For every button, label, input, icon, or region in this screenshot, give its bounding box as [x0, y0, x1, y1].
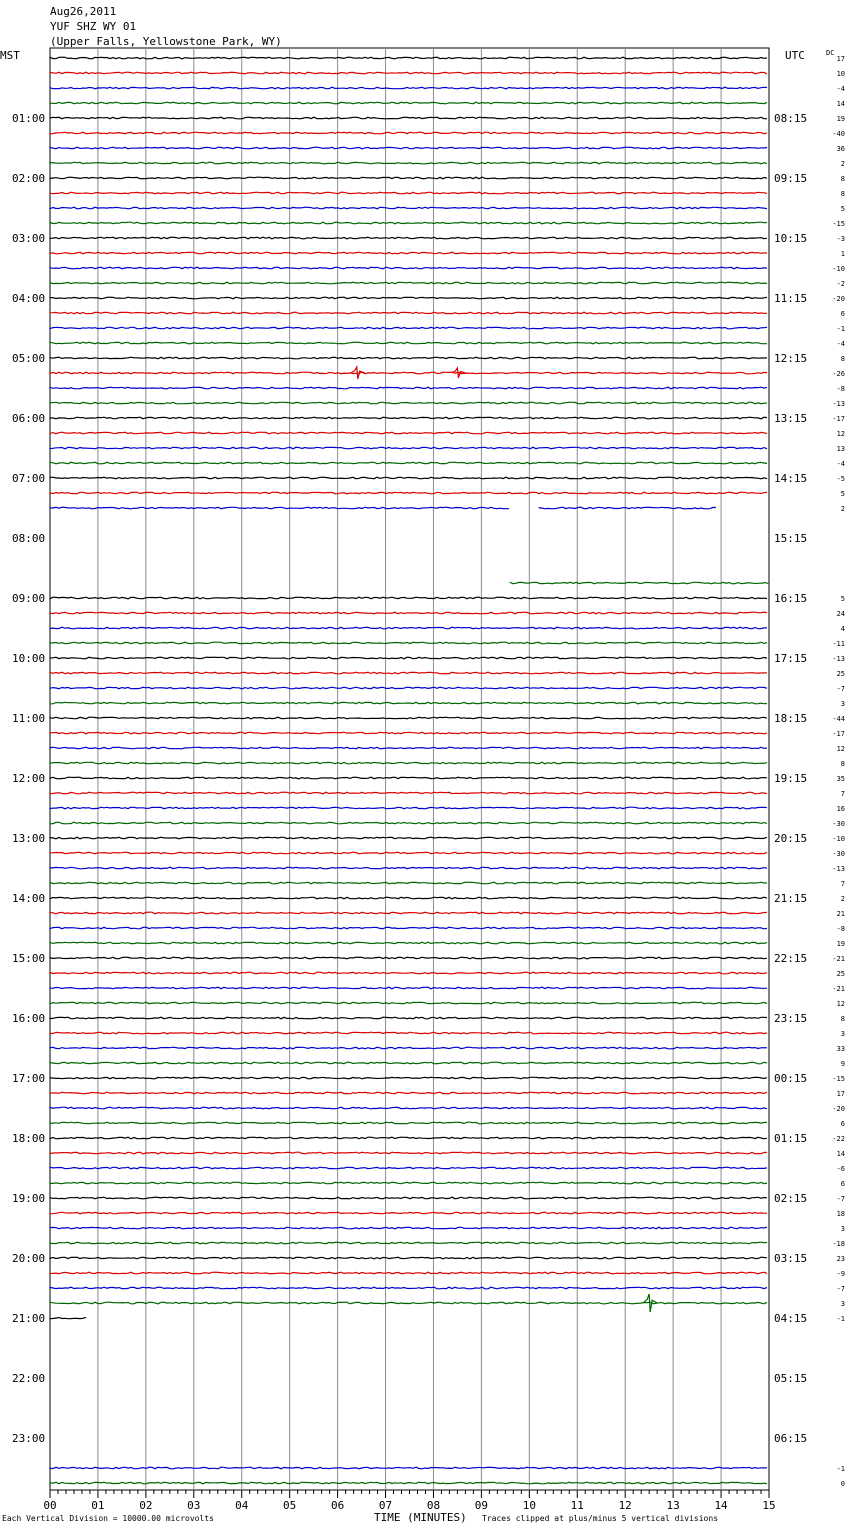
trace-line [50, 687, 767, 689]
trace-line [50, 597, 767, 599]
trace-line [50, 147, 767, 149]
hour-label-mst: 13:00 [12, 832, 46, 845]
dc-offset-value: 8 [840, 355, 845, 363]
trace-line [50, 432, 767, 434]
trace-line [50, 807, 767, 809]
dc-offset-value: -17 [832, 415, 845, 423]
trace-line [50, 132, 767, 134]
x-tick-label: 13 [666, 1499, 680, 1512]
trace-line [50, 702, 767, 704]
dc-offset-value: 25 [836, 970, 845, 978]
hour-label-utc: 03:15 [774, 1252, 808, 1265]
hour-label-utc: 16:15 [774, 592, 808, 605]
dc-offset-value: -30 [832, 850, 845, 858]
trace-line [50, 237, 767, 239]
hour-label-mst: 06:00 [12, 412, 46, 425]
dc-offset-value: -30 [832, 820, 845, 828]
dc-offset-value: 6 [840, 1180, 845, 1188]
dc-offset-value: 4 [840, 625, 845, 633]
dc-offset-value: -4 [836, 85, 845, 93]
dc-offset-value: 23 [836, 1255, 845, 1263]
dc-offset-value: 6 [840, 310, 845, 318]
dc-offset-value: -13 [832, 865, 845, 873]
trace-line [50, 957, 767, 959]
x-tick-label: 12 [618, 1499, 632, 1512]
trace-line [50, 387, 767, 389]
trace-line [50, 57, 767, 59]
trace-line [50, 1197, 767, 1199]
x-tick-label: 04 [235, 1499, 249, 1512]
date-label: Aug26,2011 [50, 5, 117, 18]
trace-line [50, 747, 767, 749]
trace-line [50, 1017, 767, 1019]
trace-line [50, 1047, 767, 1049]
hour-label-mst: 22:00 [12, 1372, 46, 1385]
hour-label-mst: 07:00 [12, 472, 46, 485]
trace-line [50, 477, 767, 479]
hour-label-utc: 12:15 [774, 352, 808, 365]
trace-line-partial [50, 1317, 86, 1318]
dc-offset-value: -20 [832, 1105, 845, 1113]
x-tick-label: 08 [426, 1499, 441, 1512]
trace-line [50, 732, 767, 734]
dc-offset-value: -15 [832, 1075, 845, 1083]
trace-line [50, 867, 767, 869]
hour-label-mst: 23:00 [12, 1432, 46, 1445]
dc-offset-value: -7 [836, 1195, 845, 1203]
dc-offset-value: 35 [836, 775, 845, 783]
dc-offset-value: -1 [836, 325, 845, 333]
dc-offset-value: 2 [840, 895, 845, 903]
dc-offset-value: 14 [836, 1150, 845, 1158]
trace-line [50, 1122, 767, 1124]
hour-label-utc: 15:15 [774, 532, 808, 545]
trace-line [50, 987, 767, 989]
trace-line [50, 1227, 767, 1229]
dc-offset-value: -7 [836, 1285, 845, 1293]
dc-offset-value: -13 [832, 400, 845, 408]
hour-label-utc: 17:15 [774, 652, 808, 665]
hour-label-utc: 20:15 [774, 832, 808, 845]
dc-offset-value: -17 [832, 730, 845, 738]
dc-offset-value: 21 [836, 910, 845, 918]
dc-offset-value: -21 [832, 985, 845, 993]
trace-line [50, 207, 767, 209]
dc-offset-value: 3 [840, 1300, 845, 1308]
trace-line [50, 1257, 767, 1259]
dc-offset-value: 8 [840, 190, 845, 198]
trace-line-partial [539, 507, 716, 509]
trace-line [50, 612, 767, 614]
dc-offset-value: 5 [840, 490, 845, 498]
dc-offset-value: 3 [840, 1030, 845, 1038]
trace-line [50, 1152, 767, 1154]
trace-line [50, 897, 767, 899]
dc-offset-value: 3 [840, 700, 845, 708]
trace-line [50, 357, 767, 359]
dc-offset-value: 8 [840, 1015, 845, 1023]
dc-offset-value: 5 [840, 205, 845, 213]
dc-offset-value: -4 [836, 460, 845, 468]
trace-line [50, 267, 767, 269]
hour-label-utc: 01:15 [774, 1132, 808, 1145]
trace-line [50, 372, 767, 374]
dc-offset-value: 33 [836, 1045, 845, 1053]
x-tick-label: 02 [139, 1499, 153, 1512]
x-tick-label: 09 [474, 1499, 489, 1512]
x-tick-label: 03 [187, 1499, 201, 1512]
dc-offset-value: -13 [832, 655, 845, 663]
trace-line [50, 402, 767, 404]
trace-line-partial [50, 1467, 767, 1469]
trace-line [50, 837, 767, 839]
hour-label-mst: 05:00 [12, 352, 46, 365]
hour-label-mst: 02:00 [12, 172, 46, 185]
dc-offset-value: 12 [836, 1000, 845, 1008]
trace-line [50, 1182, 767, 1184]
dc-offset-value: -40 [832, 130, 845, 138]
hour-label-utc: 10:15 [774, 232, 808, 245]
hour-label-utc: 13:15 [774, 412, 808, 425]
dc-offset-value: 12 [836, 745, 845, 753]
trace-line [50, 1302, 767, 1304]
hour-label-utc: 18:15 [774, 712, 808, 725]
dc-offset-value: 25 [836, 670, 845, 678]
trace-line [50, 882, 767, 884]
hour-label-mst: 10:00 [12, 652, 46, 665]
hour-label-utc: 08:15 [774, 112, 808, 125]
dc-offset-value: 10 [836, 70, 845, 78]
trace-line [50, 852, 767, 854]
trace-line [50, 282, 767, 284]
hour-label-mst: 09:00 [12, 592, 46, 605]
trace-line [50, 1242, 767, 1244]
hour-label-utc: 00:15 [774, 1072, 808, 1085]
dc-offset-value: 19 [836, 115, 845, 123]
trace-line [50, 942, 767, 944]
trace-line [50, 627, 767, 629]
hour-label-utc: 19:15 [774, 772, 808, 785]
trace-line-partial [510, 582, 768, 584]
trace-line [50, 87, 767, 89]
trace-line [50, 777, 767, 779]
plot-frame [50, 48, 769, 1490]
trace-line [50, 672, 767, 674]
hour-label-utc: 06:15 [774, 1432, 808, 1445]
trace-line [50, 162, 767, 164]
trace-line [50, 72, 767, 74]
dc-offset-value: -1 [836, 1465, 845, 1473]
hour-label-utc: 02:15 [774, 1192, 808, 1205]
station-label: YUF SHZ WY 01 [50, 20, 137, 33]
dc-offset-value: -26 [832, 370, 845, 378]
x-tick-label: 14 [714, 1499, 728, 1512]
trace-line [50, 657, 767, 659]
dc-offset-value: -10 [832, 835, 845, 843]
trace-line [50, 297, 767, 299]
trace-line-partial [50, 507, 509, 509]
dc-offset-value: 14 [836, 100, 845, 108]
dc-offset-value: -4 [836, 340, 845, 348]
trace-line [50, 1272, 767, 1274]
trace-line [50, 492, 767, 494]
hour-label-mst: 14:00 [12, 892, 46, 905]
x-tick-label: 11 [570, 1499, 584, 1512]
trace-line [50, 1092, 767, 1094]
dc-offset-value: 19 [836, 940, 845, 948]
dc-offset-value: -15 [832, 220, 845, 228]
dc-offset-value: 16 [836, 805, 845, 813]
hour-label-mst: 01:00 [12, 112, 46, 125]
hour-label-mst: 16:00 [12, 1012, 46, 1025]
trace-line [50, 927, 767, 929]
trace-line-partial [50, 1482, 767, 1484]
trace-line [50, 1137, 767, 1139]
dc-offset-value: 18 [836, 1210, 845, 1218]
hour-label-mst: 17:00 [12, 1072, 46, 1085]
trace-line [50, 1287, 767, 1289]
dc-offset-value: -22 [832, 1135, 845, 1143]
x-tick-label: 07 [378, 1499, 393, 1512]
trace-line [50, 1062, 767, 1064]
hour-label-utc: 21:15 [774, 892, 808, 905]
trace-line [50, 177, 767, 179]
trace-line [50, 822, 767, 824]
dc-offset-value: -8 [836, 925, 845, 933]
dc-offset-value: 9 [840, 1060, 845, 1068]
trace-line [50, 1002, 767, 1004]
trace-line [50, 1167, 767, 1169]
hour-label-mst: 20:00 [12, 1252, 46, 1265]
hour-label-utc: 05:15 [774, 1372, 808, 1385]
hour-label-mst: 19:00 [12, 1192, 46, 1205]
hour-label-utc: 11:15 [774, 292, 808, 305]
dc-offset-value: -20 [832, 295, 845, 303]
x-tick-label: 01 [91, 1499, 105, 1512]
dc-offset-value: 2 [840, 160, 845, 168]
hour-label-mst: 03:00 [12, 232, 46, 245]
dc-offset-value: 36 [836, 145, 845, 153]
dc-offset-value: -10 [832, 265, 845, 273]
dc-offset-value: -1 [836, 1315, 845, 1323]
dc-offset-value: 17 [836, 1090, 845, 1098]
trace-line [50, 1032, 767, 1034]
dc-offset-value: -44 [832, 715, 845, 723]
dc-label: DC [826, 49, 835, 57]
trace-line [50, 117, 767, 119]
dc-offset-value: -2 [836, 280, 845, 288]
hour-label-mst: 04:00 [12, 292, 46, 305]
clipping-note: Traces clipped at plus/minus 5 vertical divisions [482, 1514, 719, 1523]
trace-line [50, 462, 767, 464]
trace-line [50, 1212, 767, 1214]
dc-offset-value: -8 [836, 385, 845, 393]
x-tick-label: 10 [522, 1499, 536, 1512]
x-tick-label: 15 [762, 1499, 776, 1512]
location-label: (Upper Falls, Yellowstone Park, WY) [50, 35, 282, 48]
dc-offset-value: -6 [836, 1165, 845, 1173]
dc-offset-value: 8 [840, 760, 845, 768]
dc-offset-value: 5 [840, 595, 845, 603]
trace-line [50, 102, 767, 104]
hour-label-utc: 09:15 [774, 172, 808, 185]
dc-offset-value: 12 [836, 430, 845, 438]
trace-line [50, 792, 767, 794]
dc-offset-value: 3 [840, 1225, 845, 1233]
trace-line [50, 252, 767, 254]
hour-label-mst: 21:00 [12, 1312, 46, 1325]
dc-offset-value: -5 [836, 475, 845, 483]
trace-line [50, 642, 767, 644]
trace-line [50, 192, 767, 194]
hour-label-mst: 12:00 [12, 772, 46, 785]
hour-label-utc: 22:15 [774, 952, 808, 965]
trace-line [50, 1077, 767, 1079]
trace-line [50, 342, 767, 344]
hour-label-utc: 04:15 [774, 1312, 808, 1325]
dc-offset-value: -7 [836, 685, 845, 693]
x-axis-title: TIME (MINUTES) [374, 1511, 467, 1524]
trace-line [50, 762, 767, 764]
dc-offset-value: 17 [836, 55, 845, 63]
trace-line [50, 972, 767, 974]
dc-offset-value: 1 [840, 250, 845, 258]
trace-line [50, 912, 767, 914]
dc-offset-value: 24 [836, 610, 845, 618]
dc-offset-value: -21 [832, 955, 845, 963]
hour-label-mst: 11:00 [12, 712, 46, 725]
trace-line [50, 222, 767, 224]
utc-label: UTC [785, 49, 805, 62]
trace-line [50, 312, 767, 314]
dc-offset-value: 13 [836, 445, 845, 453]
hour-label-mst: 08:00 [12, 532, 46, 545]
vertical-division-note: Each Vertical Division = 10000.00 microvolts [2, 1514, 214, 1523]
dc-offset-value: 2 [840, 505, 845, 513]
dc-offset-value: -3 [836, 235, 845, 243]
dc-offset-value: 7 [840, 790, 845, 798]
mst-label: MST [0, 49, 20, 62]
dc-offset-value: 8 [840, 175, 845, 183]
dc-offset-value: 6 [840, 1120, 845, 1128]
trace-line [50, 1107, 767, 1109]
trace-line [50, 447, 767, 449]
x-tick-label: 00 [43, 1499, 57, 1512]
x-tick-label: 05 [283, 1499, 297, 1512]
dc-offset-value: 7 [840, 880, 845, 888]
dc-offset-value: -9 [836, 1270, 845, 1278]
x-tick-label: 06 [330, 1499, 345, 1512]
trace-line [50, 327, 767, 329]
trace-line [50, 417, 767, 419]
hour-label-utc: 14:15 [774, 472, 808, 485]
hour-label-mst: 15:00 [12, 952, 46, 965]
dc-offset-value: -11 [832, 640, 845, 648]
hour-label-mst: 18:00 [12, 1132, 46, 1145]
dc-offset-value: 0 [840, 1480, 845, 1488]
dc-offset-value: -18 [832, 1240, 845, 1248]
trace-line [50, 717, 767, 719]
hour-label-utc: 23:15 [774, 1012, 808, 1025]
